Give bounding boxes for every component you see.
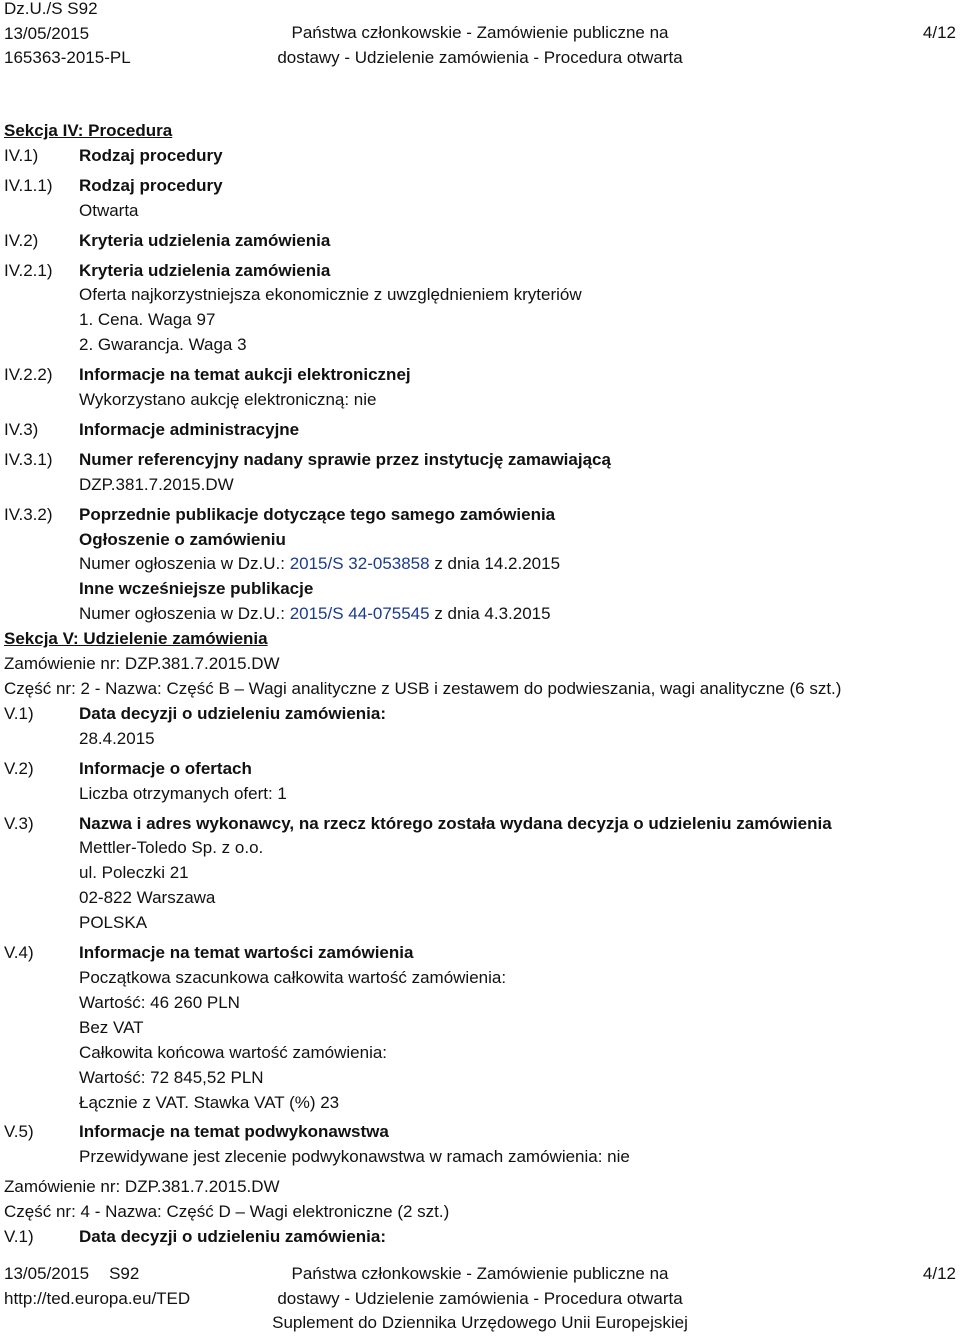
footer-title-line2: dostawy - Udzielenie zamówienia - Procedura otwarta (277, 1288, 683, 1308)
section-number: V.4) (4, 943, 34, 963)
section-iv-3-1 (4, 448, 954, 498)
previous-publication: Numer ogłoszenia w Dz.U.: 2015/S 32-053858 z dnia 14.2.2015 (79, 554, 561, 574)
section-iv-3-2 (4, 503, 954, 628)
criteria-line: Oferta najkorzystniejsza ekonomicznie z uwzględnieniem kryteriów (79, 285, 582, 305)
lot-description: Część nr: 4 - Nazwa: Część D – Wagi elektroniczne (2 szt.) (4, 1202, 450, 1222)
order-number: Zamówienie nr: DZP.381.7.2015.DW (4, 1177, 280, 1197)
section-heading: Rodzaj procedury (79, 175, 223, 195)
section-heading: Data decyzji o udzieleniu zamówienia: (79, 1227, 387, 1247)
section-heading: Numer referencyjny nadany sprawie przez instytucję zamawiającą (79, 449, 611, 469)
offers-count: Liczba otrzymanych ofert: 1 (79, 783, 287, 803)
section-number: IV.2.1) (4, 260, 53, 280)
section-iv-1-1 (4, 174, 954, 224)
criteria-line: 2. Gwarancja. Waga 3 (79, 335, 247, 355)
section-iv-1 (4, 144, 954, 169)
section-iv-3 (4, 418, 954, 443)
section-heading: Poprzednie publikacje dotyczące tego samego zamówienia (79, 504, 556, 524)
reference-number: DZP.381.7.2015.DW (79, 474, 234, 494)
footer-series: S92 (109, 1264, 140, 1283)
section-number: V.5) (4, 1122, 34, 1142)
section-heading: Informacje administracyjne (79, 419, 300, 439)
auction-value: Wykorzystano aukcję elektroniczną: nie (79, 390, 377, 410)
value-line: Początkowa szacunkowa całkowita wartość zamówienia: (79, 967, 507, 987)
section-heading: Kryteria udzielenia zamówienia (79, 230, 331, 250)
document-body (4, 119, 954, 1250)
contractor-line: POLSKA (79, 913, 148, 933)
contractor-line: ul. Poleczki 21 (79, 863, 189, 883)
footer-url[interactable]: http://ted.europa.eu/TED (4, 1288, 191, 1308)
journal-ref: Dz.U./S S92 (4, 0, 98, 18)
header-page-number: 4/12 (922, 23, 956, 42)
section-v-title: Sekcja V: Udzielenie zamówienia (4, 629, 268, 649)
section-heading: Data decyzji o udzieleniu zamówienia: (79, 703, 387, 723)
footer-title-line3: Suplement do Dziennika Urzędowego Unii Europejskiej (272, 1313, 688, 1332)
section-heading: Informacje na temat podwykonawstwa (79, 1122, 389, 1142)
section-number: V.2) (4, 758, 34, 778)
section-iv-2 (4, 229, 954, 254)
order-number: Zamówienie nr: DZP.381.7.2015.DW (4, 654, 280, 674)
footer-title-line1: Państwa członkowskie - Zamówienie publiczne na (291, 1264, 669, 1283)
section-heading: Nazwa i adres wykonawcy, na rzecz którego została wydana decyzja o udzieleniu zamówienia (79, 813, 832, 833)
value-line: Łącznie z VAT. Stawka VAT (%) 23 (79, 1092, 340, 1112)
section-heading: Informacje na temat wartości zamówienia (79, 943, 414, 963)
section-heading: Rodzaj procedury (79, 145, 223, 165)
section-iv-2-2 (4, 363, 954, 413)
criteria-line: 1. Cena. Waga 97 (79, 310, 216, 330)
section-number: IV.3) (4, 419, 39, 439)
section-v-5 (4, 1120, 954, 1170)
contractor-line: Mettler-Toledo Sp. z o.o. (79, 838, 264, 858)
section-heading: Kryteria udzielenia zamówienia (79, 260, 331, 280)
value-line: Całkowita końcowa wartość zamówienia: (79, 1042, 388, 1062)
publication-date: 13/05/2015 (4, 23, 90, 43)
value-line: Bez VAT (79, 1017, 144, 1037)
lot-description: Część nr: 2 - Nazwa: Część B – Wagi analityczne z USB i zestawem do podwieszania, wagi analityczne (6 szt.) (4, 679, 842, 698)
decision-date: 28.4.2015 (79, 728, 155, 748)
notice-id: 165363-2015-PL (4, 48, 131, 67)
subheading: Inne wcześniejsze publikacje (79, 579, 314, 599)
section-number: IV.1) (4, 145, 39, 165)
header-title-line1: Państwa członkowskie - Zamówienie publiczne na (291, 23, 669, 42)
section-number: V.1) (4, 703, 34, 723)
footer-center (0, 1262, 960, 1336)
value-line: Wartość: 46 260 PLN (79, 992, 240, 1012)
section-number: V.1) (4, 1227, 34, 1247)
section-v-3 (4, 812, 954, 937)
section-v-2 (4, 757, 954, 807)
subheading: Ogłoszenie o zamówieniu (79, 529, 286, 549)
footer-page-number: 4/12 (922, 1264, 956, 1283)
section-v-4 (4, 941, 954, 1115)
previous-publication: Numer ogłoszenia w Dz.U.: 2015/S 44-075545 z dnia 4.3.2015 (79, 604, 551, 624)
subcontracting-value: Przewidywane jest zlecenie podwykonawstwa w ramach zamówienia: nie (79, 1147, 630, 1167)
section-v-1-lot4 (4, 1225, 954, 1250)
value-line: Wartość: 72 845,52 PLN (79, 1067, 264, 1087)
header-center (0, 21, 960, 70)
header-title-line2: dostawy - Udzielenie zamówienia - Procedura otwarta (277, 47, 683, 67)
section-iv-2-1 (4, 259, 954, 359)
page-footer (0, 1262, 960, 1334)
section-heading: Informacje o ofertach (79, 758, 252, 778)
section-number: IV.1.1) (4, 175, 53, 195)
section-v-1 (4, 702, 954, 752)
publication-link[interactable]: 2015/S 32-053858 (289, 554, 430, 574)
contractor-line: 02-822 Warszawa (79, 888, 216, 908)
section-number: IV.2.2) (4, 365, 53, 385)
footer-date: 13/05/2015 (4, 1264, 90, 1283)
section-number: IV.3.2) (4, 504, 53, 524)
page-header (0, 0, 960, 70)
publication-link[interactable]: 2015/S 44-075545 (289, 604, 430, 624)
section-heading: Informacje na temat aukcji elektronicznej (79, 365, 411, 385)
section-number: V.3) (4, 813, 34, 833)
procedure-type-value: Otwarta (79, 200, 139, 220)
section-iv-title: Sekcja IV: Procedura (4, 121, 173, 140)
section-number: IV.2) (4, 230, 39, 250)
section-number: IV.3.1) (4, 449, 53, 469)
